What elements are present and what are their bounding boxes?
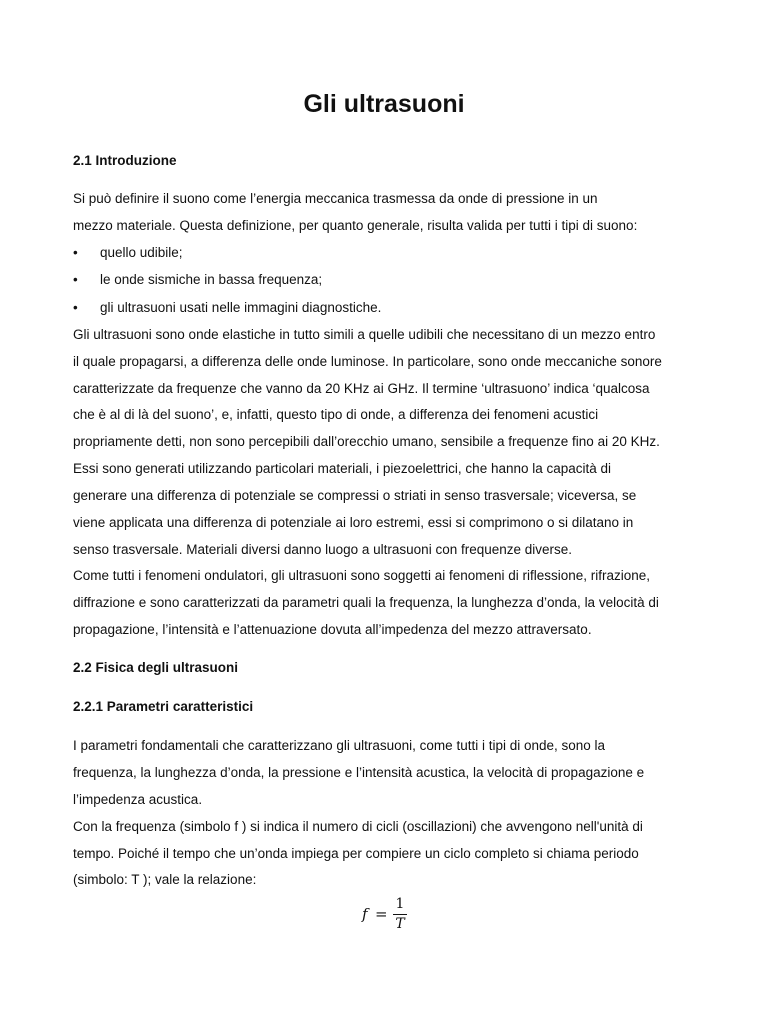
- bullet-icon: •: [73, 300, 78, 315]
- paragraph-line: Come tutti i fenomeni ondulatori, gli ultrasuoni sono soggetti ai fenomeni di riflessione, rifrazione,: [73, 568, 651, 583]
- paragraph-line: caratterizzate da frequenze che vanno da 20 KHz ai GHz. Il termine ‘ultrasuono’ indica ‘qualcosa: [73, 381, 650, 396]
- section-heading-fisica: 2.2 Fisica degli ultrasuoni: [73, 660, 239, 675]
- fraction-bar: [393, 914, 407, 915]
- paragraph-line: il quale propagarsi, a differenza delle onde luminose. In particolare, sono onde meccaniche sonore: [73, 354, 662, 369]
- paragraph-line: viene applicata una differenza di potenziale ai loro estremi, essi si comprimono o si dilatano in: [73, 515, 634, 530]
- paragraph-line: I parametri fondamentali che caratterizzano gli ultrasuoni, come tutti i tipi di onde, sono la: [73, 738, 606, 753]
- paragraph-line: propagazione, l’intensità e l’attenuazione dovuta all’impedenza del mezzo attraversato.: [73, 622, 592, 637]
- paragraph-line: Si può definire il suono come l’energia meccanica trasmessa da onde di pressione in un: [73, 191, 598, 206]
- paragraph-line: frequenza, la lunghezza d’onda, la pressione e l’intensità acustica, la velocità di propagazione e: [73, 765, 645, 780]
- list-item-text: quello udibile;: [100, 245, 183, 260]
- section-heading-parametri: 2.2.1 Parametri caratteristici: [73, 699, 254, 714]
- formula-numerator: 1: [395, 896, 405, 912]
- list-item-text: gli ultrasuoni usati nelle immagini diagnostiche.: [100, 300, 382, 315]
- paragraph-line: diffrazione e sono caratterizzati da parametri quali la frequenza, la lunghezza d’onda, la velocità di: [73, 595, 659, 610]
- formula-equals: =: [375, 905, 388, 923]
- section-heading-introduzione: 2.1 Introduzione: [73, 153, 177, 168]
- paragraph-line: Essi sono generati utilizzando particolari materiali, i piezoelettrici, che hanno la capacità di: [73, 461, 612, 476]
- formula-denominator: T: [395, 916, 405, 932]
- paragraph-line: tempo. Poiché il tempo che un’onda impiega per compiere un ciclo completo si chiama periodo: [73, 846, 639, 861]
- paragraph-line: mezzo materiale. Questa definizione, per quanto generale, risulta valida per tutti i tipi di suono:: [73, 218, 638, 233]
- bullet-icon: •: [73, 245, 78, 260]
- paragraph-line: propriamente detti, non sono percepibili dall’orecchio umano, sensibile a frequenze fino ai 20 KHz.: [73, 434, 660, 449]
- list-item-text: le onde sismiche in bassa frequenza;: [100, 272, 323, 287]
- paragraph-line: l’impedenza acustica.: [73, 792, 203, 807]
- page-title: Gli ultrasuoni: [303, 90, 465, 118]
- frequency-period-formula: [362, 896, 422, 936]
- formula-lhs: f: [362, 905, 368, 923]
- paragraph-line: generare una differenza di potenziale se compressi o striati in senso trasversale; viceversa, se: [73, 488, 637, 503]
- paragraph-line: Gli ultrasuoni sono onde elastiche in tutto simili a quelle udibili che necessitano di un mezzo entro: [73, 327, 656, 342]
- paragraph-line: senso trasversale. Materiali diversi danno luogo a ultrasuoni con frequenze diverse.: [73, 542, 573, 557]
- paragraph-line: Con la frequenza (simbolo f ) si indica il numero di cicli (oscillazioni) che avvengono nell'unità di: [73, 819, 643, 834]
- paragraph-line: (simbolo: T ); vale la relazione:: [73, 872, 257, 887]
- bullet-icon: •: [73, 272, 78, 287]
- paragraph-line: che è al di là del suono’, e, infatti, questo tipo di onde, a differenza dei fenomeni acustici: [73, 407, 599, 422]
